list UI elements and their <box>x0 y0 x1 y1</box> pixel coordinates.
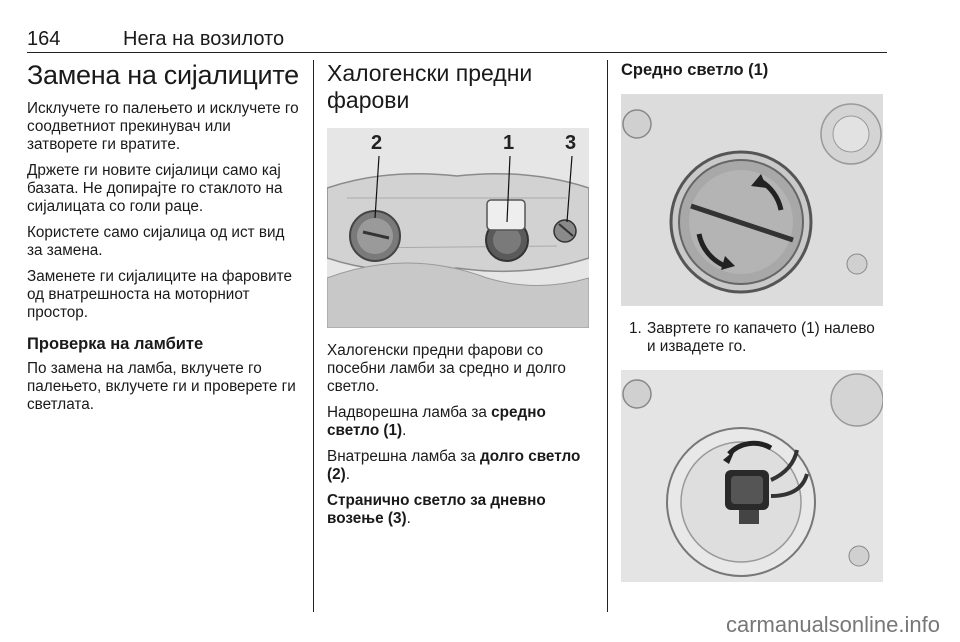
bulb-connector-figure <box>621 370 883 582</box>
text: . <box>406 510 411 527</box>
page-header <box>27 28 887 53</box>
figure-label: 2 <box>371 132 383 154</box>
paragraph: Држете ги новите сијалици само кај базата. Не допирајте го стаклото на сијалицата со голи раце. <box>27 162 283 215</box>
bold-term: долго светло (2) <box>327 448 581 483</box>
paragraph: По замена на ламба, вклучете го палењето, вклучете ги и проверете ги светлата. <box>27 360 296 413</box>
figure-label: 1 <box>503 132 515 154</box>
watermark: carmanualsonline.info <box>725 612 940 637</box>
paragraph: Користете само сијалица од ист вид за замена. <box>27 224 285 259</box>
subsection-heading: Проверка на ламбите <box>27 335 204 353</box>
bulb-removal-illustration <box>621 370 883 582</box>
cap-removal-illustration <box>621 94 883 306</box>
column-2 <box>327 60 595 536</box>
column-divider <box>607 60 608 612</box>
column-divider <box>313 60 314 612</box>
paragraph: Заменете ги сијалиците на фаровите од внатрешноста на моторниот простор. <box>27 268 292 321</box>
column-3 <box>621 60 887 582</box>
text: . <box>402 422 407 439</box>
section-heading: Замена на сијалиците <box>27 60 299 90</box>
paragraph: Халогенски предни фарови со посебни ламби за средно и долго светло. <box>327 342 566 395</box>
paragraph <box>327 448 595 484</box>
column-1 <box>27 60 303 422</box>
paragraph <box>327 404 595 440</box>
section-heading: Халогенски предни фарови <box>327 60 533 113</box>
bold-term: средно светло (1) <box>327 404 546 439</box>
paragraph <box>327 492 595 528</box>
running-title: Нега на возилото <box>123 28 285 50</box>
text: Надворешна ламба за <box>327 404 492 421</box>
instruction-step <box>621 320 887 356</box>
low-beam-cap-figure <box>621 94 883 306</box>
headlight-figure <box>327 128 589 328</box>
text: . <box>345 466 350 483</box>
paragraph: Исклучете го палењето и исклучете го соодветниот прекинувач или затворете ги вратите. <box>27 100 299 153</box>
bold-term: Странично светло за дневно возење (3) <box>327 492 546 527</box>
text: Внатрешна ламба за <box>327 448 481 465</box>
headlight-illustration <box>327 128 589 328</box>
step-number: 1. <box>629 320 642 337</box>
subsection-heading: Средно светло (1) <box>621 61 769 79</box>
step-text: Завртете го капачето (1) налево и извадете го. <box>647 320 875 355</box>
figure-label: 3 <box>565 132 577 154</box>
page-number: 164 <box>27 28 61 50</box>
